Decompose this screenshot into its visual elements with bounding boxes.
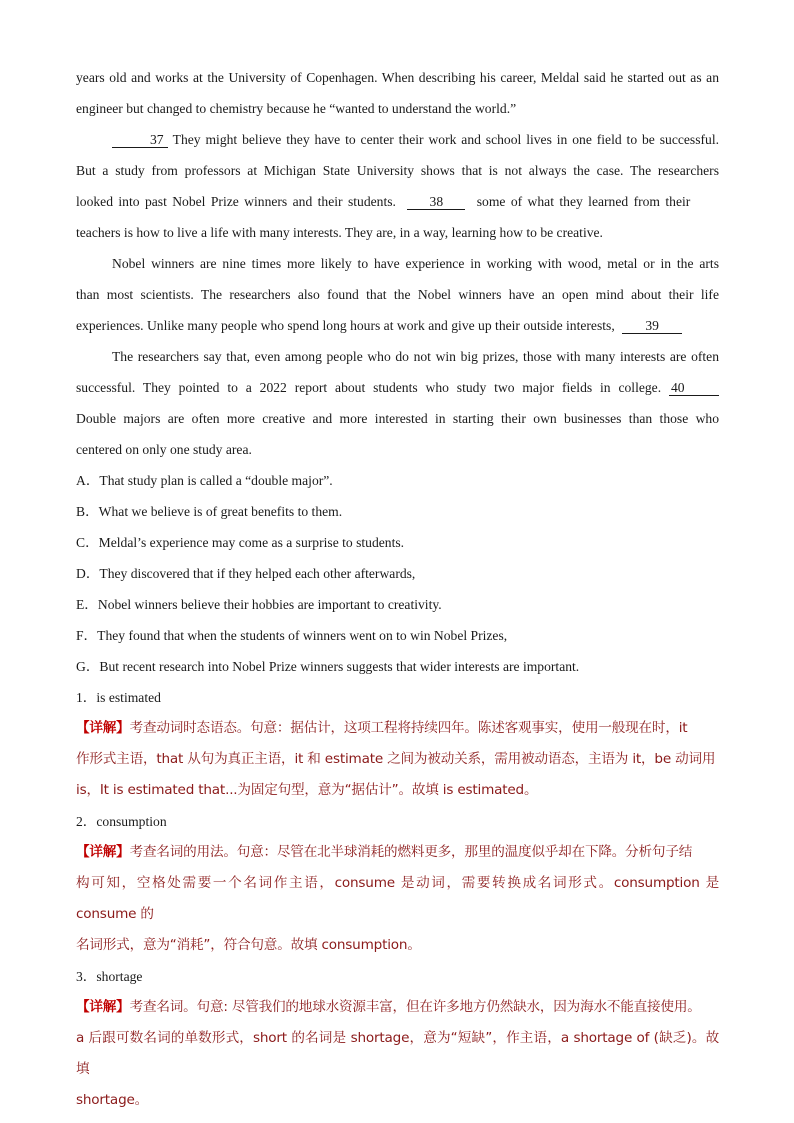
passage-line <box>76 186 719 217</box>
passage-line: Nobel winners are nine times more likely to have experience in working with wood, metal or in the arts <box>112 256 719 271</box>
explanation-text: a 后跟可数名词的单数形式，short 的名词是 shortage，意为“短缺”，作主语，a shortage of (缺乏)。故填 <box>76 1030 719 1077</box>
detail-tag: 【详解】 <box>76 999 130 1015</box>
passage-line <box>76 372 719 403</box>
passage-line: than most scientists. The researchers also found that the Nobel winners have an open mind about their life <box>76 287 719 302</box>
explanation-text: 构可知，空格处需要一个名词作主语，consume 是动词，需要转换成名词形式。consumption 是 consume 的 <box>76 875 719 922</box>
options-list <box>76 465 719 682</box>
answer-label: 1．is estimated <box>76 690 161 705</box>
detail-tag: 【详解】 <box>76 720 130 736</box>
explanation-text: 考查名词的用法。句意：尽管在北半球消耗的燃料更多，那里的温度似乎却在下降。分析句子结 <box>129 844 693 860</box>
document-content <box>76 62 719 1116</box>
blank-37: 37 <box>112 132 168 148</box>
option-e: E．Nobel winners believe their hobbies are important to creativity. <box>76 597 442 612</box>
explanation-text: 作形式主语，that 从句为真正主语，it 和 estimate 之间为被动关系，需用被动语态，主语为 it，be 动词用 <box>76 751 716 767</box>
answer-label: 3．shortage <box>76 969 143 984</box>
passage-line: The researchers say that, even among people who do not win big prizes, those with many interests are often <box>112 349 719 364</box>
detail-tag: 【详解】 <box>76 844 130 860</box>
explanation-text: 名词形式，意为“消耗”，符合句意。故填 consumption。 <box>76 937 421 953</box>
answer-explanation <box>76 713 719 806</box>
passage-line <box>76 124 719 155</box>
explanation-text: 考查名词。句意: 尽管我们的地球水资源丰富，但在许多地方仍然缺水，因为海水不能直接使用。 <box>129 999 701 1015</box>
blank-38: 38 <box>407 194 465 210</box>
passage-text: looked into past Nobel Prize winners and their students. <box>76 194 396 209</box>
answer-section <box>76 682 719 1116</box>
explanation-text: shortage。 <box>76 1092 149 1108</box>
explanation-text: is，It is estimated that...为固定句型，意为“据估计”。故填 is estimated。 <box>76 782 538 798</box>
option-f: F．They found that when the students of winners went on to win Nobel Prizes, <box>76 628 508 643</box>
passage-line: centered on only one study area. <box>76 442 252 457</box>
passage-line: Double majors are often more creative and more interested in starting their own businesses than those who <box>76 411 719 426</box>
option-g: G．But recent research into Nobel Prize winners suggests that wider interests are important. <box>76 659 580 674</box>
blank-40: 40 <box>669 380 719 396</box>
answer-label: 2．consumption <box>76 814 167 829</box>
answer-explanation <box>76 992 719 1116</box>
option-c: C．Meldal’s experience may come as a surprise to students. <box>76 535 405 550</box>
passage-line: But a study from professors at Michigan State University shows that is not always the case. The researchers <box>76 163 719 178</box>
passage-line: years old and works at the University of Copenhagen. When describing his career, Meldal said he started out as an <box>76 70 719 85</box>
passage-line: teachers is how to live a life with many interests. They are, in a way, learning how to be creative. <box>76 225 603 240</box>
passage-text: They might believe they have to center their work and school lives in one field to be successful. <box>172 132 720 147</box>
passage-text: experiences. Unlike many people who spend long hours at work and give up their outside interests, <box>76 318 615 333</box>
passage-text: some of what they learned from their <box>476 194 691 209</box>
passage-line <box>76 310 719 341</box>
passage-line: engineer but changed to chemistry because he “wanted to understand the world.” <box>76 101 517 116</box>
answer-explanation <box>76 837 719 961</box>
option-a: A．That study plan is called a “double major”. <box>76 473 333 488</box>
explanation-text: 考查动词时态语态。句意：据估计，这项工程将持续四年。陈述客观事实，使用一般现在时，it <box>129 720 688 736</box>
blank-39: 39 <box>622 318 682 334</box>
passage-text: successful. They pointed to a 2022 report about students who study two major fields in college. <box>76 380 662 395</box>
option-b: B．What we believe is of great benefits to them. <box>76 504 343 519</box>
option-d: D．They discovered that if they helped each other afterwards, <box>76 566 416 581</box>
